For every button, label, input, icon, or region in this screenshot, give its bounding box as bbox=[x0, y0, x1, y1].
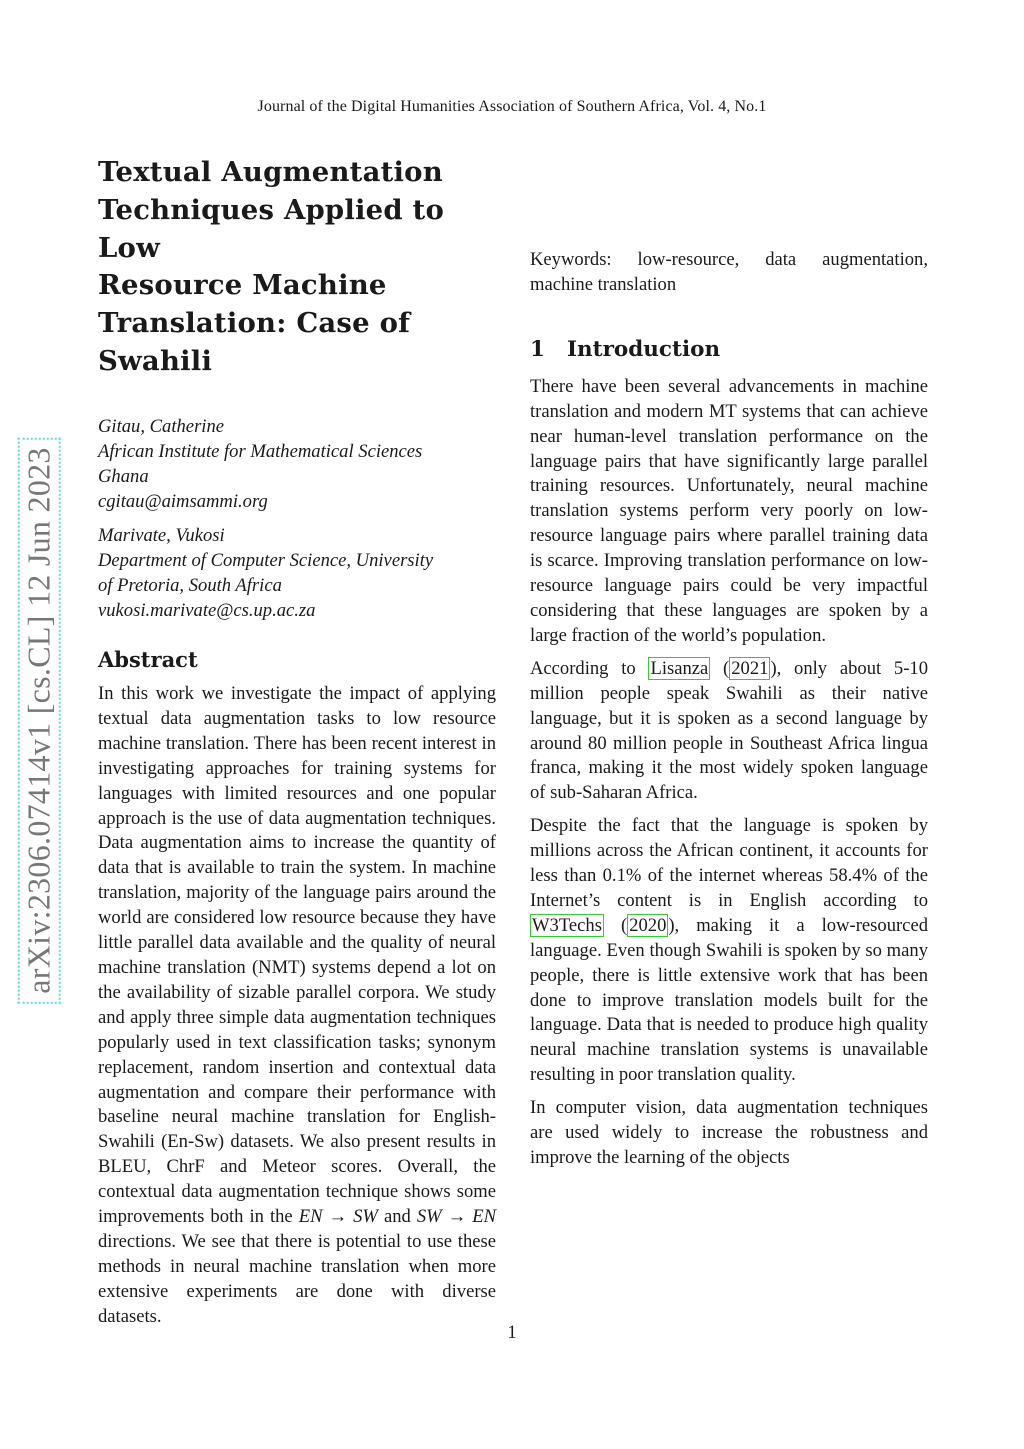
left-column bbox=[98, 154, 496, 1338]
keywords: Keywords: low-resource, data augmentation, machine translation bbox=[530, 249, 928, 295]
author-email[interactable]: vukosi.marivate@cs.up.ac.za bbox=[98, 600, 316, 622]
section-number: 1 bbox=[530, 336, 545, 362]
abstract-text: In this work we investigate the impact of applying textual data augmentation tasks to low resource machine translation. There has been recent interest in investigating approaches for training systems for languages with limited resources and one popular approach is the use of data augmentation techniques. Data augmentation aims to increase the quantity of data that is available to train the system. In machine translation, majority of the language pairs around the world are considered low resource because they have little parallel data available and the quality of neural machine translation (NMT) systems depend a lot on the availability of sizable parallel corpora. We study and apply three simple data augmentation techniques popularly used in text classification tasks; synonym replacement, random insertion and contextual data augmentation and compare their performance with baseline neural machine translation for English-Swahili (En-Sw) datasets. We also present results in BLEU, ChrF and Meteor scores. Overall, the contextual data augmentation technique shows some improvements both in the bbox=[98, 683, 496, 1228]
author-affiliation: African Institute for Mathematical Sciences bbox=[98, 440, 423, 462]
paper-title bbox=[98, 154, 496, 381]
intro-paragraph-3: Despite the fact that the language is spoken by millions across the African continent, it accounts for less than 0.1% of the internet whereas 58.4% of the Internet’s content is in English according to W3Techs ( 2020 ), making it a low-resourced language. Even though Swahili is spoken by so many people, there is little extensive work that has been done to improve translation models built for the language. Data that is needed to produce high quality neural machine translation systems is unavailable resulting in poor translation quality. bbox=[530, 815, 928, 1086]
citation-w3techs-year[interactable]: 2020 bbox=[629, 914, 667, 936]
arxiv-stamp-container bbox=[20, 420, 58, 1020]
page-number: 1 bbox=[507, 1322, 517, 1343]
math-en-sw: EN → SW bbox=[298, 1206, 378, 1228]
abstract-heading: Abstract bbox=[98, 647, 198, 673]
abstract-text-cont: directions. We see that there is potential to use these methods in neural machine translation when more extensive experiments are done with diverse datasets. bbox=[98, 1230, 496, 1327]
title-line: Textual Augmentation bbox=[98, 156, 443, 188]
citation-lisanza[interactable]: Lisanza bbox=[650, 657, 709, 679]
author-block bbox=[98, 415, 496, 515]
abstract-and: and bbox=[383, 1206, 411, 1228]
math-sw-en: SW → EN bbox=[416, 1206, 497, 1228]
title-line: Resource Machine bbox=[98, 269, 387, 302]
author-affiliation: Ghana bbox=[98, 465, 149, 487]
title-line: Techniques Applied to Low bbox=[98, 193, 444, 264]
author-affiliation: Department of Computer Science, University bbox=[98, 550, 434, 572]
author-block bbox=[98, 524, 496, 624]
intro-paragraph-1: There have been several advancements in machine translation and modern MT systems that can achieve near human-level translation performance on the language pairs that have significantly large parallel training resources. Unfortunately, neural machine translation systems perform very poorly on low-resource language pairs where parallel training data is scarce. Improving translation performance on low-resource language pairs could be very impactful considering that these languages are spoken by a large fraction of the world’s population. bbox=[530, 375, 928, 646]
citation-lisanza-year[interactable]: 2021 bbox=[731, 657, 769, 679]
right-column bbox=[530, 162, 928, 1179]
running-head: Journal of the Digital Humanities Association of Southern Africa, Vol. 4, No.1 bbox=[257, 98, 767, 115]
title-line: Swahili bbox=[98, 344, 213, 377]
author-affiliation: of Pretoria, South Africa bbox=[98, 575, 282, 597]
intro-paragraph-2: According to Lisanza ( 2021 ), only about 5-10 million people speak Swahili as their native language, but it is spoken as a second language by around 80 million people in Southeast Africa lingua franca, making it the most widely spoken language of sub-Saharan Africa. bbox=[530, 657, 928, 804]
citation-w3techs[interactable]: W3Techs bbox=[532, 914, 602, 936]
section-title: Introduction bbox=[566, 336, 721, 362]
intro-text: ), making it a low-resourced language. Even though Swahili is spoken by so many people, there is little extensive work that has been done to improve translation models built for the language. Data that is needed to produce high quality neural machine translation systems is unavailable resulting in poor translation quality. bbox=[530, 914, 928, 1086]
intro-text: ), only about 5-10 million people speak Swahili as their native language, but it is spoken as a second language by around 80 million people in Southeast Africa lingua franca, making it the most widely spoken language of sub-Saharan Africa. bbox=[530, 657, 928, 804]
author-email[interactable]: cgitau@aimsammi.org bbox=[98, 490, 268, 512]
intro-text: According to bbox=[530, 657, 636, 679]
title-line: Translation: Case of bbox=[98, 307, 411, 340]
intro-text: Despite the fact that the language is spoken by millions across the African continent, it accounts for less than 0.1% of the internet whereas 58.4% of the Internet’s content is in English according to bbox=[530, 815, 928, 911]
intro-paragraph-4: In computer vision, data augmentation techniques are used widely to increase the robustness and improve the learning of the objects bbox=[530, 1097, 928, 1168]
author-name: Gitau, Catherine bbox=[98, 415, 225, 437]
arxiv-stamp[interactable]: arXiv:2306.07414v1 [cs.CL] 12 Jun 2023 bbox=[18, 437, 61, 1003]
abstract-paragraph bbox=[98, 682, 496, 1330]
author-name: Marivate, Vukosi bbox=[98, 525, 225, 547]
section-heading bbox=[530, 336, 928, 364]
